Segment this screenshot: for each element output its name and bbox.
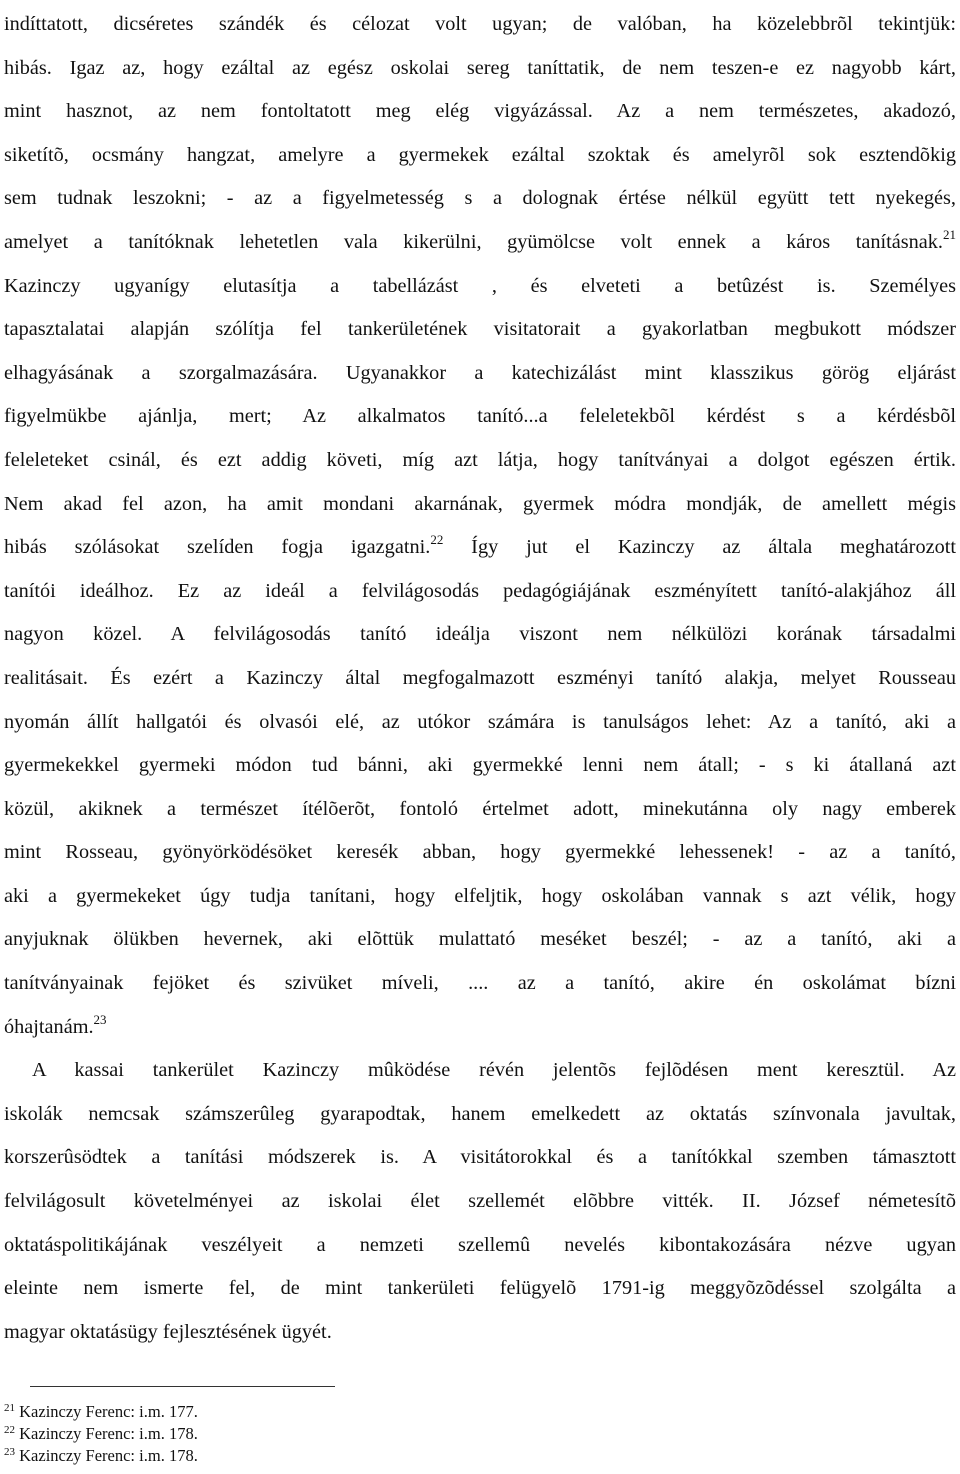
footnote-ref-22: 22 — [430, 532, 444, 548]
footnote — [4, 1424, 198, 1444]
footnote-number: 23 — [4, 1446, 15, 1458]
text-line: eleinte nem ismerte fel, de mint tankerületi felügyelõ 1791-ig meggyõzõdéssel szolgálta a — [4, 1277, 956, 1300]
text-line: A kassai tankerület Kazinczy mûködése révén jelentõs fejlõdésen ment keresztül. Az — [32, 1059, 956, 1082]
text-line: hibás. Igaz az, hogy ezáltal az egész oskolai sereg taníttatik, de nem teszen-e ez nagyobb kárt, — [4, 56, 956, 79]
text-line: siketítõ, ocsmány hangzat, amelyre a gyermekek ezáltal szoktak és amelyrõl sok esztendõkig — [4, 143, 956, 166]
text-line: iskolák nemcsak számszerûleg gyarapodtak, hanem emelkedett az oktatás színvonala javultak, — [4, 1102, 956, 1125]
text-line: elhagyásának a szorgalmazására. Ugyanakkor a katechizálást mint klasszikus görög eljárást — [4, 361, 956, 384]
text-line: gyermekekkel gyermeki módon tud bánni, aki gyermekké lenni nem átall; - s ki átallaná azt — [4, 754, 956, 777]
text-line — [4, 526, 956, 570]
text-line: felvilágosult követelményei az iskolai élet szellemét elõbbre vitték. II. József németesítõ — [4, 1190, 956, 1213]
text-line: nagyon közel. A felvilágosodás tanító ideálja viszont nem nélkülözi korának társadalmi — [4, 623, 956, 646]
footnote-ref-21: 21 — [943, 226, 956, 242]
document-page — [4, 0, 956, 1354]
text-line — [4, 221, 956, 265]
footnote-number: 22 — [4, 1424, 15, 1436]
text-line: oktatáspolitikájának veszélyeit a nemzeti szellemû nevelés kibontakozására nézve ugyan — [4, 1233, 956, 1256]
footnote-text: Kazinczy Ferenc: i.m. 178. — [19, 1424, 198, 1443]
text-line — [4, 1006, 956, 1050]
text-line: anyjuknak ölükben hevernek, aki elõttük mulattató meséket beszél; - az a tanító, aki a — [4, 928, 956, 951]
text-line: mint hasznot, az nem fontoltatott meg elég vigyázással. Az a nem természetes, akadozó, — [4, 100, 956, 123]
text-line: tanítói ideálhoz. Ez az ideál a felvilágosodás pedagógiájának eszményített tanító-alakjához áll — [4, 579, 956, 602]
footnote-number: 21 — [4, 1402, 15, 1414]
footnote-ref-23: 23 — [93, 1011, 107, 1027]
text-line: tapasztalatai alapján szólítja fel tankerületének visitatorait a gyakorlatban megbukott módszer — [4, 318, 956, 341]
text-line: Kazinczy ugyanígy elutasítja a tabellázást , és elveteti a betûzést is. Személyes — [4, 274, 956, 297]
footnote-text: Kazinczy Ferenc: i.m. 177. — [19, 1402, 198, 1421]
text-segment: óhajtanám. — [4, 1015, 94, 1038]
text-line: indíttatott, dicséretes szándék és célozat volt ugyan; de valóban, ha közelebbrõl tekintjük: — [4, 13, 956, 35]
body-text — [4, 3, 956, 1354]
text-line: sem tudnak leszokni; - az a figyelmetesség s a dolognak értése nélkül együtt tett nyekegés, — [4, 187, 956, 210]
text-line: mint Rosseau, gyönyörködésöket keresék abban, hogy gyermekké lehessenek! - az a tanító, — [4, 841, 956, 864]
footnote — [4, 1402, 198, 1422]
footnote-divider — [30, 1386, 335, 1387]
text-line: realitásait. És ezért a Kazinczy által megfogalmazott eszményi tanító alakja, melyet Rousseau — [4, 666, 956, 689]
text-line: magyar oktatásügy fejlesztésének ügyét. — [4, 1320, 332, 1343]
text-line: figyelmükbe ajánlja, mert; Az alkalmatos tanító...a feleletekbõl kérdést s a kérdésbõl — [4, 405, 956, 428]
footnote-text: Kazinczy Ferenc: i.m. 178. — [19, 1446, 198, 1465]
text-line: feleleteket csinál, és ezt addig követi, míg azt látja, hogy tanítványai a dolgot egészen értik. — [4, 448, 956, 471]
text-line: tanítványainak fejöket és szivüket míveli, .... az a tanító, akire én oskolámat bízni — [4, 972, 956, 995]
footnote — [4, 1446, 198, 1466]
text-segment: hibás szólásokat szelíden fogja igazgatni. — [4, 536, 431, 559]
text-segment: amelyet a tanítóknak lehetetlen vala kikerülni, gyümölcse volt ennek a káros tanításnak. — [4, 230, 943, 253]
text-line: közül, akiknek a természet ítélõerõt, fontoló értelmet adott, minekutánna oly nagy emberek — [4, 797, 956, 820]
text-line: nyomán állít hallgatói és olvasói elé, az utókor számára is tanulságos lehet: Az a tanító, aki a — [4, 710, 956, 733]
text-line: aki a gyermekeket úgy tudja tanítani, hogy elfeljtik, hogy oskolában vannak s azt vélik, hogy — [4, 884, 956, 907]
text-line: korszerûsödtek a tanítási módszerek is. A visitátorokkal és a tanítókkal szemben támasztott — [4, 1146, 956, 1169]
text-line: Nem akad fel azon, ha amit mondani akarnának, gyermek módra mondják, de amellett mégis — [4, 492, 956, 515]
text-segment: Így jut el Kazinczy az általa meghatározott — [443, 536, 956, 559]
